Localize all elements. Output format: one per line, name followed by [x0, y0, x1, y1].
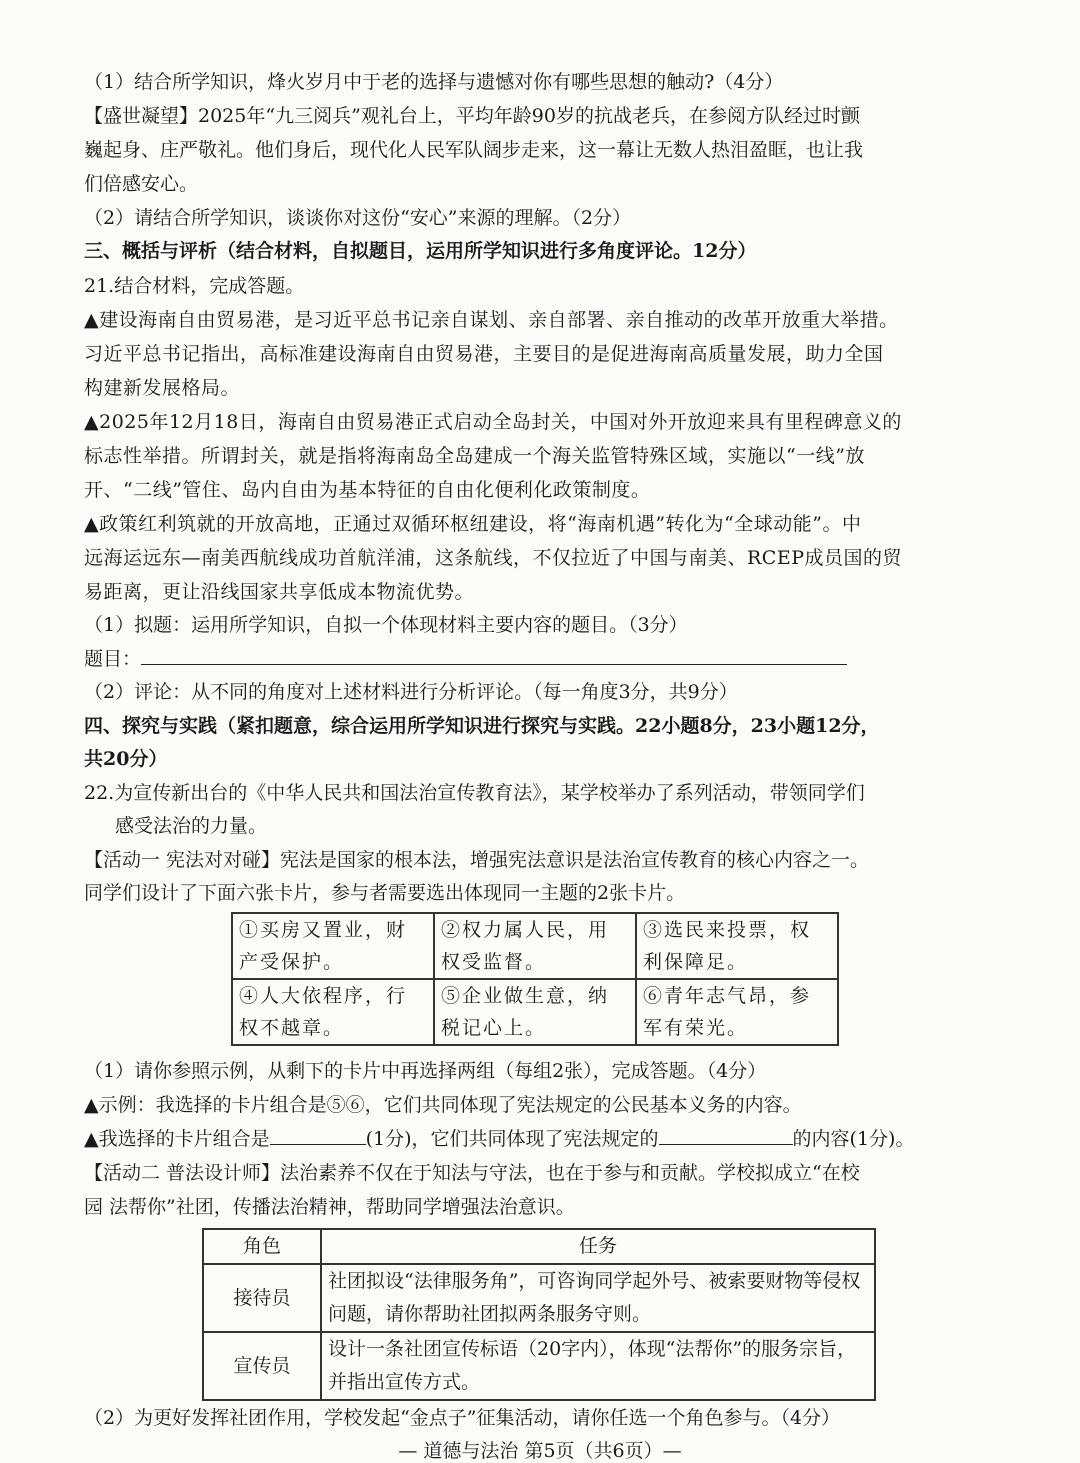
title-answer-row — [84, 646, 847, 672]
material-line: 远海运远东—南美西航线成功首航洋浦，这条航线，不仅拉近了中国与南美、RCEP成员国的贸 — [84, 547, 902, 569]
title-label: 题目： — [84, 648, 142, 670]
answer-middle: (1分)，它们共同体现了宪法规定的 — [365, 1128, 659, 1150]
card-6: ⑥青年志气昂，参军有荣光。 — [636, 979, 838, 1045]
question-20-1: （1）结合所学知识，烽火岁月中于老的选择与遗憾对你有哪些思想的触动?（4分） — [84, 71, 784, 93]
question-21: 21.结合材料，完成答题。 — [84, 275, 305, 297]
role-receptionist: 接待员 — [203, 1264, 321, 1332]
card-1: ①买房又置业，财产受保护。 — [232, 913, 434, 979]
task-receptionist: 社团拟设“法律服务角”，可咨询同学起外号、被索要财物等侵权问题，请你帮助社团拟两条服务守则。 — [321, 1264, 875, 1332]
material-line: 们倍感安心。 — [84, 173, 199, 195]
title-answer-blank[interactable] — [141, 646, 847, 665]
material-line: 习近平总书记指出，高标准建设海南自由贸易港，主要目的是促进海南高质量发展，助力全国 — [84, 343, 884, 365]
header-task: 任务 — [321, 1229, 875, 1264]
card-combo-blank[interactable] — [270, 1126, 366, 1145]
role-publicist: 宣传员 — [203, 1332, 321, 1400]
card-5: ⑤企业做生意，纳税记心上。 — [434, 979, 636, 1045]
material-line: 巍起身、庄严敬礼。他们身后，现代化人民军队阔步走来，这一幕让无数人热泪盈眶，也让我 — [84, 139, 864, 161]
material-line: ▲建设海南自由贸易港，是习近平总书记亲自谋划、亲自部署、亲自推动的改革开放重大举措。 — [84, 309, 899, 331]
question-22-2: （2）为更好发挥社团作用，学校发起“金点子”征集活动，请你任选一个角色参与。（4分） — [84, 1407, 841, 1429]
material-line: 构建新发展格局。 — [84, 377, 241, 399]
question-22-cont: 感受法治的力量。 — [115, 815, 268, 837]
question-21-2: （2）评论：从不同的角度对上述材料进行分析评论。（每一角度3分，共9分） — [84, 681, 738, 703]
answer-prefix: ▲我选择的卡片组合是 — [84, 1128, 270, 1150]
material-line: ▲政策红利筑就的开放高地，正通过双循环枢纽建设，将“海南机遇”转化为“全球动能”。中 — [84, 513, 862, 535]
header-role: 角色 — [203, 1229, 321, 1264]
activity-1: 【活动一 宪法对对碰】宪法是国家的根本法，增强宪法意识是法治宣传教育的核心内容之一。 — [84, 849, 870, 871]
answer-suffix: 的内容(1分)。 — [792, 1128, 915, 1150]
section-4-heading-cont: 共20分） — [84, 748, 168, 770]
question-21-1: （1）拟题：运用所学知识，自拟一个体现材料主要内容的题目。（3分） — [84, 614, 688, 636]
card-4: ④人大依程序，行权不越章。 — [232, 979, 434, 1045]
material-line: ▲2025年12月18日，海南自由贸易港正式启动全岛封关，中国对外开放迎来具有里程碑意义的 — [84, 411, 902, 433]
example-line: ▲示例：我选择的卡片组合是⑤⑥，它们共同体现了宪法规定的公民基本义务的内容。 — [84, 1094, 802, 1116]
roles-table — [202, 1228, 876, 1401]
question-20-2: （2）请结合所学知识，谈谈你对这份“安心”来源的理解。（2分） — [84, 207, 632, 229]
task-publicist: 设计一条社团宣传标语（20字内），体现“法帮你”的服务宗旨，并指出宣传方式。 — [321, 1332, 875, 1400]
page-footer: — 道德与法治 第5页（共6页）— — [398, 1440, 682, 1462]
question-22-1: （1）请你参照示例，从剩下的卡片中再选择两组（每组2张），完成答题。（4分） — [84, 1060, 767, 1082]
question-22: 22.为宣传新出台的《中华人民共和国法治宣传教育法》，某学校举办了系列活动，带领同学们 — [84, 782, 865, 804]
activity-1-cont: 同学们设计了下面六张卡片，参与者需要选出体现同一主题的2张卡片。 — [84, 882, 686, 904]
material-line: 易距离，更让沿线国家共享低成本物流优势。 — [84, 581, 475, 603]
activity-2-cont: 园 法帮你”社团，传播法治精神，帮助同学增强法治意识。 — [84, 1196, 575, 1218]
material-line: 标志性举措。所谓封关，就是指将海南岛全岛建成一个海关监管特殊区域，实施以“一线”放 — [84, 445, 865, 467]
answer-line — [84, 1126, 914, 1152]
card-3: ③选民来投票，权利保障足。 — [636, 913, 838, 979]
section-3-heading: 三、概括与评析（结合材料，自拟题目，运用所学知识进行多角度评论。12分） — [84, 240, 757, 262]
material-line: 开、“二线”管住、岛内自由为基本特征的自由化便利化政策制度。 — [84, 479, 651, 501]
activity-2: 【活动二 普法设计师】法治素养不仅在于知法与守法，也在于参与和贡献。学校拟成立“在校 — [84, 1162, 860, 1184]
card-2: ②权力属人民，用权受监督。 — [434, 913, 636, 979]
section-4-heading: 四、探究与实践（紧扣题意，综合运用所学知识进行探究与实践。22小题8分，23小题12分， — [84, 715, 880, 737]
cards-table — [231, 912, 839, 1046]
material-line: 【盛世凝望】2025年“九三阅兵”观礼台上，平均年龄90岁的抗战老兵，在参阅方队经过时颤 — [84, 105, 860, 127]
content-blank[interactable] — [659, 1126, 793, 1145]
